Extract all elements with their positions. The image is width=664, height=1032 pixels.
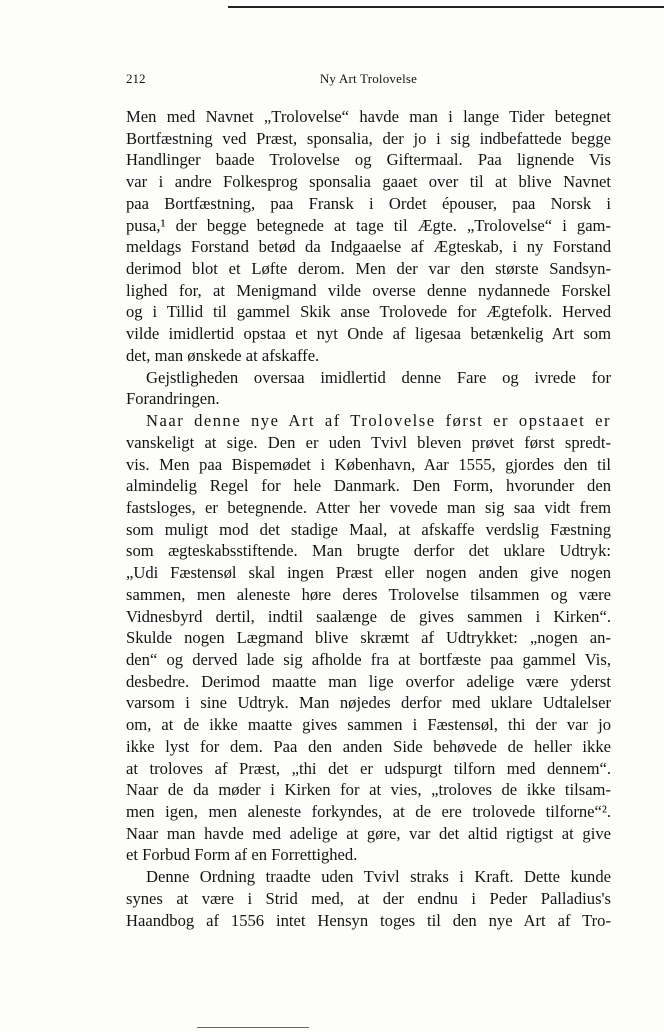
text-line: sammen, men aleneste høre deres Trolovelse tilsammen og være	[126, 584, 611, 604]
text-line: vanskeligt at sige. Den er uden Tvivl bleven prøvet først spredt-	[126, 432, 611, 452]
text-line: desbedre. Derimod maatte man lige overfor adelige være yderst	[126, 671, 611, 691]
text-line: varsom i sine Udtryk. Man nøjedes derfor med uklare Udtalelser	[126, 693, 611, 713]
text-line: Gejstligheden oversaa imidlertid denne Fare og ivrede for	[146, 367, 611, 387]
text-line: som muligt mod det stadige Maal, at afskaffe verdslig Fæstning	[126, 519, 611, 539]
text-line: paa Bortfæstning, paa Fransk i Ordet épouser, paa Norsk i	[126, 193, 611, 213]
bottom-rule	[197, 1027, 309, 1028]
text-line: Naar de da møder i Kirken for at vies, „troloves de ikke tilsam-	[126, 780, 611, 800]
text-line: lighed for, at Menigmand vilde overse denne nydannede Forskel	[126, 280, 611, 300]
text-line: fastsloges, er betegnende. Atter her vovede man sig saa vidt frem	[126, 497, 611, 517]
text-line: Haandbog af 1556 intet Hensyn toges til den nye Art af Tro-	[126, 910, 611, 930]
page-header	[126, 71, 611, 89]
page-number: 212	[126, 71, 146, 86]
body-text	[126, 106, 611, 931]
text-line: et Forbud Form af en Forrettighed.	[126, 845, 358, 865]
text-line: vis. Men paa Bispemødet i København, Aar 1555, gjordes den til	[126, 454, 611, 474]
running-title: Ny Art Trolovelse	[319, 71, 418, 86]
text-line: Skulde nogen Lægmand blive skræmt af Udtrykket: „nogen an-	[126, 628, 611, 648]
text-line: var i andre Folkesprog sponsalia gaaet over til at blive Navnet	[126, 172, 611, 192]
text-line: synes at være i Strid med, at der endnu i Peder Palladius's	[126, 888, 611, 908]
text-line: Bortfæstning ved Præst, sponsalia, der jo i sig indbefattede begge	[126, 128, 611, 148]
text-line: det, man ønskede at afskaffe.	[126, 345, 320, 365]
text-line: som ægteskabsstiftende. Man brugte derfor det uklare Udtryk:	[126, 541, 611, 561]
text-line: vilde imidlertid opstaa et nyt Onde af ligesaa betænkelig Art som	[126, 324, 611, 344]
text-line: Men med Navnet „Trolovelse“ havde man i lange Tider betegnet	[126, 107, 611, 126]
top-rule	[228, 6, 664, 8]
text-line: ikke lyst for dem. Paa den anden Side behøvede de heller ikke	[126, 736, 611, 756]
text-line: „Udi Fæstensøl skal ingen Præst eller nogen anden give nogen	[126, 563, 611, 583]
text-line: Naar man havde med adelige at gøre, var det altid rigtigst at give	[126, 823, 611, 843]
text-line: Naar denne nye Art af Trolovelse først er opstaaet er	[146, 411, 611, 431]
text-line: Vidnesbyrd dertil, indtil saalænge de gives sammen i Kirken“.	[126, 606, 611, 626]
text-line: om, at de ikke maatte gives sammen i Fæstensøl, thi der var jo	[126, 715, 611, 735]
text-line: pusa,¹ der begge betegnede at tage til Ægte. „Trolovelse“ i gam-	[126, 215, 611, 235]
text-line: meldags Forstand betød da Indgaaelse af Ægteskab, i ny Forstand	[126, 237, 611, 257]
text-line: Denne Ordning traadte uden Tvivl straks i Kraft. Dette kunde	[146, 867, 611, 887]
text-line: og i Tillid til gammel Skik anse Trolovede for Ægtefolk. Herved	[126, 302, 611, 322]
text-line: at troloves af Præst, „thi det er udspurgt tilforn med dennem“.	[126, 758, 611, 778]
text-line: men igen, men aleneste forkyndes, at de ere trolovede tilforne“².	[126, 802, 611, 821]
text-line: Forandringen.	[126, 389, 220, 409]
text-line: den“ og derved lade sig afholde fra at bortfæste paa gammel Vis,	[126, 649, 611, 669]
text-line: Handlinger baade Trolovelse og Giftermaal. Paa lignende Vis	[126, 150, 611, 170]
text-line: almindelig Regel for hele Danmark. Den Form, hvorunder den	[126, 476, 611, 496]
text-line: derimod blot et Løfte derom. Men der var den største Sandsyn-	[126, 259, 611, 279]
